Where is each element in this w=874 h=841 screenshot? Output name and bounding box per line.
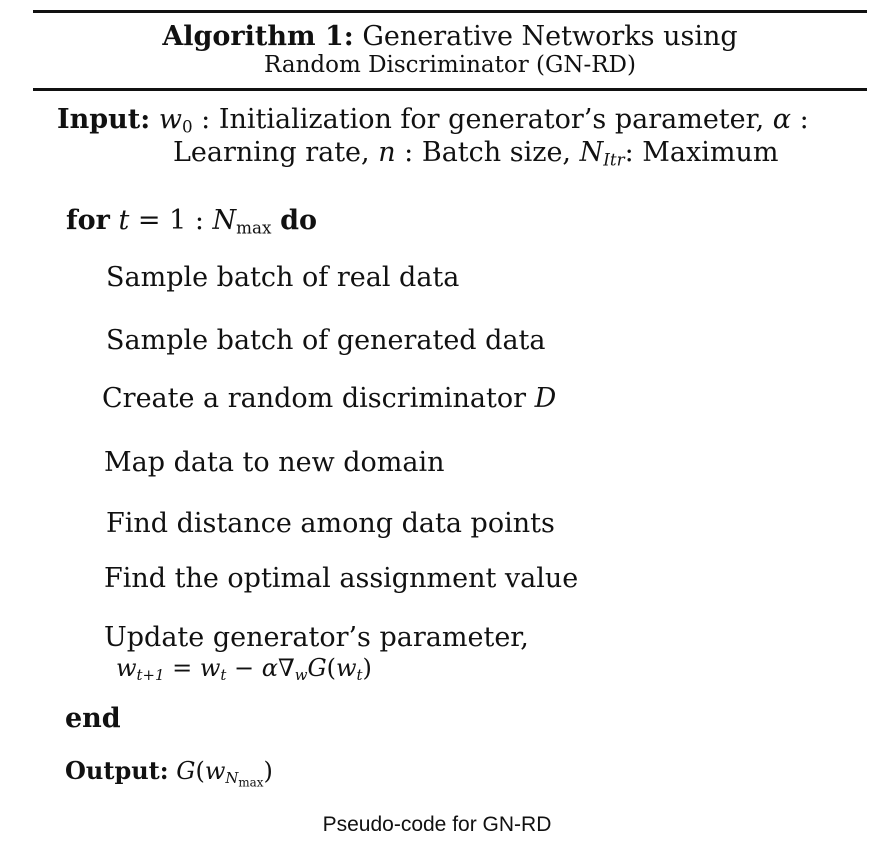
step-map-data: Map data to new domain bbox=[104, 447, 445, 478]
nitr-subscript: Itr bbox=[603, 149, 625, 170]
w0-description: : Initialization for generator’s parameter, bbox=[192, 104, 773, 135]
nitr-variable: N bbox=[579, 137, 604, 168]
formula-alpha: α bbox=[261, 654, 278, 682]
output-label: Output: bbox=[65, 756, 169, 785]
discriminator-variable: D bbox=[534, 383, 557, 414]
w0-subscript: 0 bbox=[181, 116, 193, 137]
step-create-discriminator-text: Create a random discriminator bbox=[102, 383, 535, 414]
batch-size-text: : Batch size, bbox=[395, 137, 580, 168]
end-keyword: end bbox=[65, 703, 121, 734]
learning-rate-text: Learning rate, bbox=[173, 137, 379, 168]
n-variable: n bbox=[378, 137, 396, 168]
formula-equals: = bbox=[164, 654, 200, 682]
output-G: G bbox=[176, 757, 196, 785]
algorithm-title bbox=[33, 22, 867, 52]
algorithm-label: Algorithm 1: bbox=[162, 21, 354, 52]
formula-sub-t-arg: t bbox=[356, 666, 363, 685]
for-keyword: for bbox=[66, 205, 110, 236]
formula-w-lhs: w bbox=[116, 654, 137, 682]
output-w: w bbox=[204, 757, 226, 785]
for-loop-line bbox=[66, 205, 317, 237]
figure-caption: Pseudo-code for GN-RD bbox=[322, 813, 552, 836]
step-find-distance: Find distance among data points bbox=[106, 508, 555, 539]
formula-sub-w: w bbox=[294, 666, 308, 685]
t-variable: t bbox=[118, 205, 130, 236]
output-close-paren: ) bbox=[263, 757, 273, 785]
alpha-variable: α bbox=[772, 104, 791, 135]
formula-G: G bbox=[307, 654, 327, 682]
formula-open-paren: ( bbox=[326, 654, 336, 682]
algorithm-header bbox=[33, 22, 867, 79]
algorithm-subtitle: Random Discriminator (GN-RD) bbox=[264, 52, 636, 78]
maximum-text: : Maximum bbox=[624, 137, 779, 168]
input-line-2 bbox=[173, 137, 778, 169]
output-subscript bbox=[225, 769, 264, 790]
top-rule bbox=[33, 10, 867, 13]
step-optimal-assignment: Find the optimal assignment value bbox=[104, 563, 579, 594]
header-rule bbox=[33, 88, 867, 91]
output-open-paren: ( bbox=[195, 757, 205, 785]
step-sample-real: Sample batch of real data bbox=[106, 262, 460, 293]
algorithm-title-text: Generative Networks using bbox=[362, 21, 738, 52]
step-create-discriminator bbox=[102, 383, 556, 415]
step-sample-generated: Sample batch of generated data bbox=[106, 325, 546, 356]
nmax-subscript: max bbox=[236, 217, 272, 238]
output-line bbox=[65, 755, 273, 790]
formula-close-paren: ) bbox=[362, 654, 372, 682]
output-sub-max: max bbox=[238, 775, 264, 790]
input-line-1 bbox=[57, 104, 809, 136]
w0-variable: w bbox=[158, 104, 182, 135]
nmax-variable: N bbox=[212, 205, 237, 236]
loop-range: = 1 : bbox=[129, 205, 213, 236]
formula-minus: − bbox=[226, 654, 262, 682]
alpha-colon: : bbox=[790, 104, 809, 135]
output-N: N bbox=[225, 769, 239, 788]
update-formula bbox=[116, 652, 372, 684]
formula-nabla: ∇ bbox=[277, 654, 295, 682]
formula-sub-t1: t+1 bbox=[136, 666, 165, 685]
do-keyword: do bbox=[280, 205, 317, 236]
formula-w-rhs: w bbox=[199, 654, 221, 682]
step-update-parameter: Update generator’s parameter, bbox=[104, 622, 529, 653]
input-label: Input: bbox=[57, 104, 151, 135]
formula-w-arg: w bbox=[336, 654, 357, 682]
formula-sub-t: t bbox=[220, 666, 227, 685]
